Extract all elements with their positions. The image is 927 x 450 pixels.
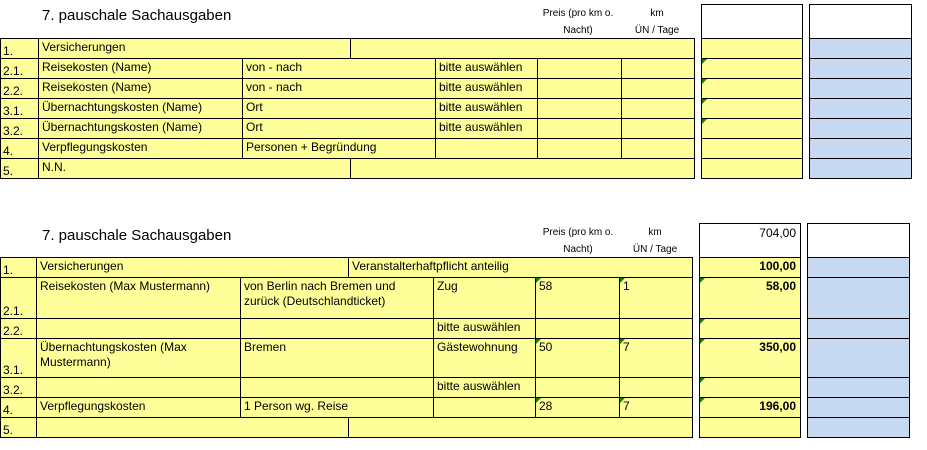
location-cell[interactable] [240, 377, 434, 398]
row-label-cell[interactable] [36, 417, 349, 438]
row-label-cell[interactable]: Verpflegungskosten [38, 138, 243, 159]
location-cell[interactable]: Ort [242, 118, 436, 139]
row-number: 3.1. [3, 363, 24, 377]
amount-cell[interactable] [699, 257, 801, 278]
row-label-cell[interactable]: Reisekosten (Name) [38, 78, 243, 99]
section2-title: 7. pauschale Sachausgaben [42, 227, 232, 244]
amount-cell[interactable] [701, 118, 803, 139]
amount-cell[interactable] [699, 417, 801, 438]
side-cell[interactable] [809, 78, 912, 99]
comment-marker-icon [702, 119, 707, 124]
side-cell[interactable] [809, 38, 912, 59]
qty-cell[interactable] [619, 277, 693, 319]
route-cell[interactable] [240, 318, 434, 339]
persons-cell[interactable]: Personen + Begründung [242, 138, 436, 159]
side-cell[interactable] [809, 118, 912, 139]
row-number-cell [0, 277, 37, 319]
qty-cell[interactable] [621, 138, 695, 159]
row-number-cell [0, 158, 39, 179]
row-number-cell [0, 118, 39, 139]
row-number: 4. [3, 144, 14, 158]
row-label-cell[interactable] [36, 318, 241, 339]
comment-marker-icon [620, 339, 625, 344]
row-detail-cell[interactable] [348, 417, 693, 438]
side-cell[interactable] [807, 377, 910, 398]
row-number: 5. [3, 164, 14, 178]
qty-cell[interactable] [621, 78, 695, 99]
qty-cell[interactable] [619, 397, 693, 418]
comment-marker-icon [700, 339, 705, 344]
amount-value: 350,00 [759, 340, 796, 354]
price-value: 28 [539, 399, 553, 413]
section1-side-box[interactable] [809, 4, 912, 39]
qty-cell[interactable] [619, 377, 693, 398]
row-label-cell[interactable]: Übernachtungskosten (Name) [38, 98, 243, 119]
price-cell[interactable] [535, 277, 620, 319]
row-label-cell[interactable]: Übernachtungskosten (Max Mustermann) [36, 338, 241, 378]
row-number: 2.1. [3, 304, 24, 318]
row-number: 3.2. [3, 383, 24, 397]
mode-cell[interactable] [433, 397, 536, 418]
row-label-cell[interactable]: Verpflegungskosten [36, 397, 241, 418]
section1-header-price: Preis (pro km o. Nacht) [542, 8, 614, 36]
row-number: 5. [3, 423, 14, 437]
row-number-cell [0, 257, 37, 278]
accommodation-select[interactable]: bitte auswählen [435, 118, 538, 139]
side-cell[interactable] [807, 338, 910, 378]
row-number: 1. [3, 263, 14, 277]
amount-value: 196,00 [759, 399, 796, 413]
location-cell[interactable]: Bremen [240, 338, 434, 378]
price-value: 50 [539, 340, 553, 354]
comment-marker-icon [700, 278, 705, 283]
row-number-cell [0, 318, 37, 339]
amount-cell[interactable] [701, 78, 803, 99]
price-value: 58 [539, 279, 553, 293]
amount-cell[interactable] [701, 58, 803, 79]
route-cell[interactable]: von - nach [242, 78, 436, 99]
row-detail-cell[interactable]: Veranstalterhaftpflicht anteilig [348, 257, 693, 278]
side-cell[interactable] [809, 158, 912, 179]
amount-cell[interactable] [699, 277, 801, 319]
comment-marker-icon [536, 278, 541, 283]
price-cell[interactable] [537, 118, 622, 139]
comment-marker-icon [620, 278, 625, 283]
row-label-cell[interactable]: Reisekosten (Max Mustermann) [36, 277, 241, 319]
row-detail-cell[interactable] [350, 38, 695, 59]
qty-value: 7 [623, 399, 630, 413]
side-cell[interactable] [807, 277, 910, 319]
row-number-cell [0, 138, 39, 159]
amount-value: 58,00 [765, 279, 796, 293]
accommodation-select[interactable]: bitte auswählen [435, 98, 538, 119]
qty-cell[interactable] [619, 318, 693, 339]
qty-cell[interactable] [619, 338, 693, 378]
side-cell[interactable] [809, 138, 912, 159]
section1-header-km: km ÜN / Tage [634, 8, 680, 36]
row-label-cell[interactable]: Reisekosten (Name) [38, 58, 243, 79]
section2-header-km: km ÜN / Tage [632, 227, 678, 255]
price-cell[interactable] [535, 377, 620, 398]
amount-cell[interactable] [701, 98, 803, 119]
section1-title: 7. pauschale Sachausgaben [42, 7, 232, 24]
row-detail-cell[interactable] [350, 158, 695, 179]
price-cell[interactable] [537, 78, 622, 99]
side-cell[interactable] [809, 98, 912, 119]
row-label-cell[interactable]: N.N. [38, 158, 351, 179]
qty-value: 7 [623, 340, 630, 354]
comment-marker-icon [620, 398, 625, 403]
comment-marker-icon [702, 59, 707, 64]
transport-select[interactable]: bitte auswählen [435, 58, 538, 79]
row-number: 4. [3, 403, 14, 417]
qty-cell[interactable] [621, 98, 695, 119]
row-number-cell [0, 38, 39, 59]
row-number-cell [0, 78, 39, 99]
qty-value: 1 [623, 279, 630, 293]
price-cell[interactable] [535, 338, 620, 378]
amount-cell[interactable] [701, 138, 803, 159]
side-cell[interactable] [809, 58, 912, 79]
section2-total-box[interactable]: 704,00 [699, 223, 801, 258]
price-cell[interactable] [537, 58, 622, 79]
mode-cell[interactable] [435, 138, 538, 159]
price-cell[interactable] [537, 98, 622, 119]
comment-marker-icon [536, 398, 541, 403]
transport-select[interactable]: bitte auswählen [433, 318, 536, 339]
amount-cell[interactable] [699, 377, 801, 398]
row-label-cell[interactable] [36, 377, 241, 398]
row-label-cell[interactable]: Versicherungen [36, 257, 349, 278]
row-label-cell[interactable]: Übernachtungskosten (Name) [38, 118, 243, 139]
comment-marker-icon [702, 79, 707, 84]
route-cell[interactable]: von - nach [242, 58, 436, 79]
side-cell[interactable] [807, 318, 910, 339]
persons-cell[interactable]: 1 Person wg. Reise [240, 397, 434, 418]
row-number: 3.2. [3, 124, 24, 138]
row-number: 3.1. [3, 104, 24, 118]
section2-header-price: Preis (pro km o. Nacht) [542, 227, 614, 255]
comment-marker-icon [702, 99, 707, 104]
side-cell[interactable] [807, 397, 910, 418]
side-cell[interactable] [807, 417, 910, 438]
transport-select[interactable]: bitte auswählen [435, 78, 538, 99]
row-number-cell [0, 397, 37, 418]
route-cell[interactable]: von Berlin nach Bremen und zurück (Deutschlandticket) [240, 277, 434, 319]
amount-cell[interactable] [699, 318, 801, 339]
price-cell[interactable] [535, 397, 620, 418]
row-number-cell [0, 417, 37, 438]
amount-cell[interactable] [699, 338, 801, 378]
amount-cell[interactable] [699, 397, 801, 418]
qty-cell[interactable] [621, 118, 695, 139]
side-cell[interactable] [807, 257, 910, 278]
comment-marker-icon [536, 339, 541, 344]
transport-select[interactable]: Zug [433, 277, 536, 319]
accommodation-select[interactable]: bitte auswählen [433, 377, 536, 398]
comment-marker-icon [700, 319, 705, 324]
comment-marker-icon [700, 378, 705, 383]
amount-cell[interactable] [701, 38, 803, 59]
row-label-cell[interactable]: Versicherungen [38, 38, 351, 59]
amount-value: 100,00 [759, 259, 796, 273]
row-number: 2.1. [3, 64, 24, 78]
row-number-cell [0, 98, 39, 119]
row-number: 1. [3, 44, 14, 58]
amount-cell[interactable] [701, 158, 803, 179]
row-number-cell [0, 58, 39, 79]
location-cell[interactable]: Ort [242, 98, 436, 119]
section2-side-box[interactable] [807, 223, 910, 258]
row-number-cell [0, 338, 37, 378]
comment-marker-icon [700, 398, 705, 403]
row-number: 2.2. [3, 84, 24, 98]
section1-total-box[interactable] [701, 4, 803, 39]
qty-cell[interactable] [621, 58, 695, 79]
price-cell[interactable] [537, 138, 622, 159]
accommodation-select[interactable]: Gästewohnung [433, 338, 536, 378]
row-number-cell [0, 377, 37, 398]
row-number: 2.2. [3, 324, 24, 338]
price-cell[interactable] [535, 318, 620, 339]
